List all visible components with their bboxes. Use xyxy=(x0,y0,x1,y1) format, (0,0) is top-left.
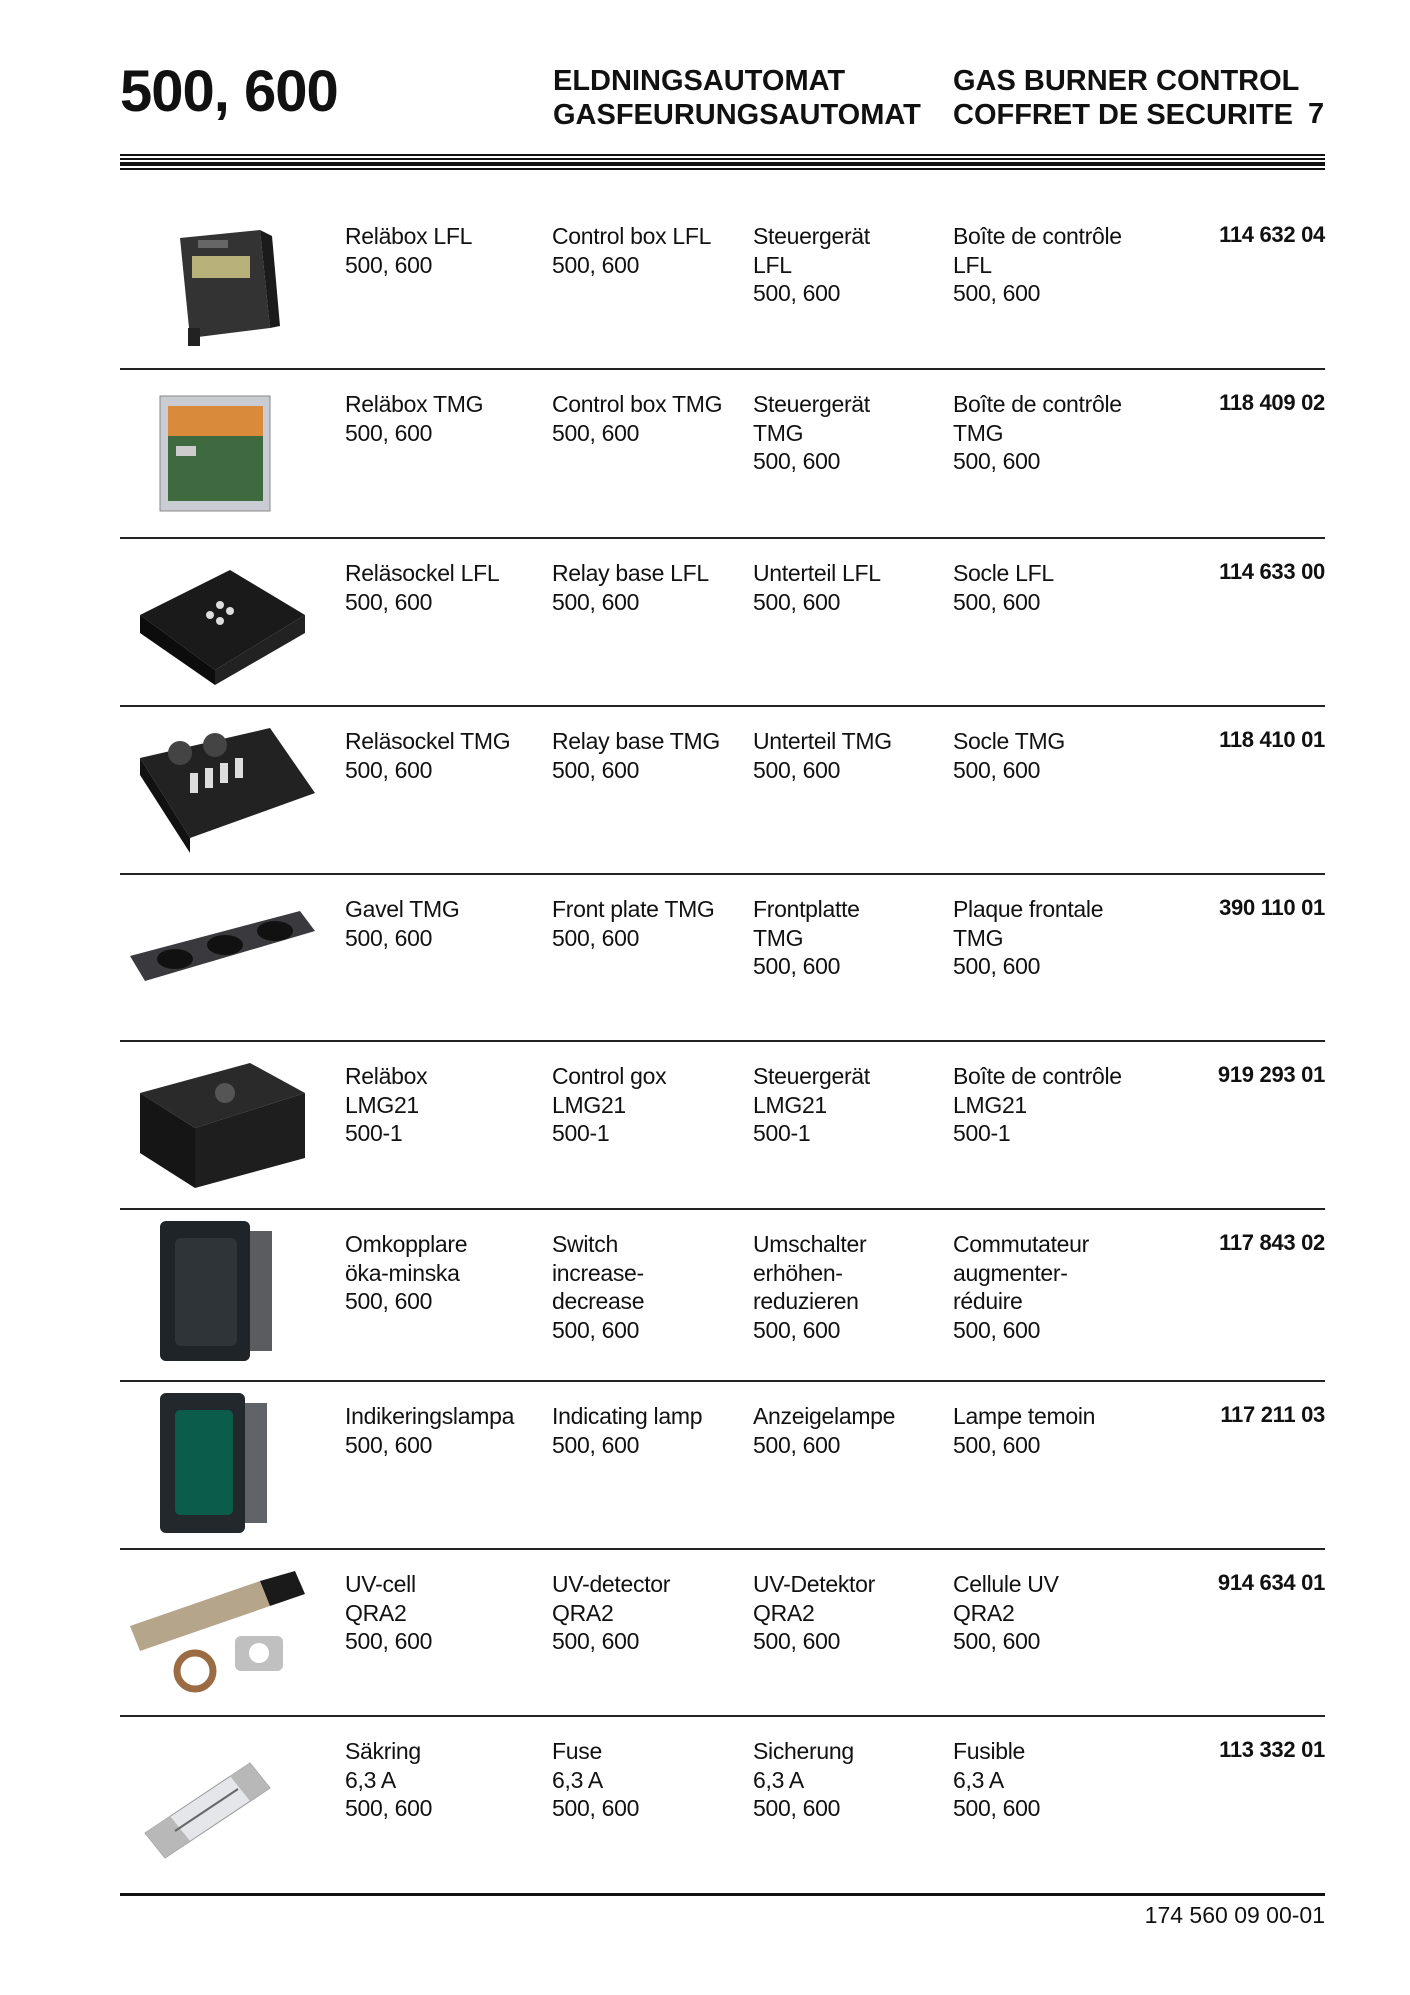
description-french: Cellule UV QRA2 500, 600 xyxy=(953,1571,1059,1654)
description-english: Front plate TMG 500, 600 xyxy=(552,896,715,951)
part-number: 113 332 01 xyxy=(1219,1737,1325,1762)
description-english: Indicating lamp 500, 600 xyxy=(552,1403,703,1458)
part-number: 114 633 00 xyxy=(1219,559,1325,584)
part-number: 117 211 03 xyxy=(1220,1402,1325,1427)
row-divider xyxy=(120,368,1325,370)
description-french: Fusible 6,3 A 500, 600 xyxy=(953,1738,1041,1821)
description-english: Relay base TMG 500, 600 xyxy=(552,728,720,783)
part-row xyxy=(120,1548,1325,1716)
description-english: Control gox LMG21 500-1 xyxy=(552,1063,667,1146)
description-swedish: Omkopplare öka-minska 500, 600 xyxy=(345,1231,468,1314)
part-number: 114 632 04 xyxy=(1219,222,1325,247)
description-swedish: Indikeringslampa 500, 600 xyxy=(345,1403,515,1458)
title-english: GAS BURNER CONTROL xyxy=(953,65,1300,97)
description-german: Umschalter erhöhen- reduzieren 500, 600 xyxy=(753,1231,867,1343)
part-number: 390 110 01 xyxy=(1219,895,1325,920)
part-row xyxy=(120,1715,1325,1883)
control-box-lmg-icon xyxy=(120,1048,320,1198)
description-english: UV-detector QRA2 500, 600 xyxy=(552,1571,671,1654)
description-swedish: Gavel TMG 500, 600 xyxy=(345,896,460,951)
part-row xyxy=(120,873,1325,1041)
description-swedish: Reläsockel LFL 500, 600 xyxy=(345,560,500,615)
part-row xyxy=(120,200,1325,368)
row-divider xyxy=(120,1548,1325,1550)
description-french: Boîte de contrôle LMG21 500-1 xyxy=(953,1063,1122,1146)
header-title-right xyxy=(953,64,1299,132)
header-rules xyxy=(120,154,1325,170)
part-row xyxy=(120,1040,1325,1208)
part-number: 914 634 01 xyxy=(1217,1570,1325,1595)
description-swedish: Reläbox LMG21 500-1 xyxy=(345,1063,428,1146)
description-french: Lampe temoin 500, 600 xyxy=(953,1403,1096,1458)
front-plate-icon xyxy=(120,881,320,1031)
description-swedish: Reläbox TMG 500, 600 xyxy=(345,391,484,446)
description-german: UV-Detektor QRA2 500, 600 xyxy=(753,1571,875,1654)
description-german: Anzeigelampe 500, 600 xyxy=(753,1403,896,1458)
page-number: 7 xyxy=(1308,98,1325,130)
part-row xyxy=(120,705,1325,873)
row-divider xyxy=(120,873,1325,875)
row-divider xyxy=(120,1040,1325,1042)
page-header xyxy=(0,0,1410,180)
part-number: 118 409 02 xyxy=(1219,390,1325,415)
description-german: Steuergerät TMG 500, 600 xyxy=(753,391,870,474)
description-swedish: Säkring 6,3 A 500, 600 xyxy=(345,1738,433,1821)
part-number: 118 410 01 xyxy=(1219,727,1325,752)
uv-cell-icon xyxy=(120,1556,320,1706)
description-english: Switch increase- decrease 500, 600 xyxy=(552,1231,645,1343)
indicator-lamp-icon xyxy=(120,1388,320,1538)
description-french: Plaque frontale TMG 500, 600 xyxy=(953,896,1104,979)
part-row xyxy=(120,1380,1325,1548)
description-swedish: UV-cell QRA2 500, 600 xyxy=(345,1571,433,1654)
description-german: Frontplatte TMG 500, 600 xyxy=(753,896,860,979)
description-french: Socle TMG 500, 600 xyxy=(953,728,1065,783)
description-french: Boîte de contrôle TMG 500, 600 xyxy=(953,391,1122,474)
description-swedish: Reläsockel TMG 500, 600 xyxy=(345,728,511,783)
row-divider xyxy=(120,1715,1325,1717)
model-number: 500, 600 xyxy=(120,59,338,124)
relay-base-icon xyxy=(120,545,320,695)
control-box-tmg-icon xyxy=(120,376,320,526)
title-german: GASFEURUNGSAUTOMAT xyxy=(553,99,921,131)
description-french: Commutateur augmenter- réduire 500, 600 xyxy=(953,1231,1090,1343)
rocker-switch-icon xyxy=(120,1216,320,1366)
description-german: Unterteil LFL 500, 600 xyxy=(753,560,881,615)
description-english: Relay base LFL 500, 600 xyxy=(552,560,709,615)
part-row xyxy=(120,1208,1325,1376)
row-divider xyxy=(120,1380,1325,1382)
relay-base-tmg-icon xyxy=(120,713,320,863)
part-number: 117 843 02 xyxy=(1219,1230,1325,1255)
title-french: COFFRET DE SECURITE xyxy=(953,99,1293,131)
description-german: Sicherung 6,3 A 500, 600 xyxy=(753,1738,854,1821)
description-german: Steuergerät LFL 500, 600 xyxy=(753,223,870,306)
part-row xyxy=(120,537,1325,705)
row-divider xyxy=(120,1208,1325,1210)
header-title-left xyxy=(553,64,921,132)
document-number: 174 560 09 00-01 xyxy=(1144,1902,1325,1928)
description-english: Control box TMG 500, 600 xyxy=(552,391,723,446)
part-row xyxy=(120,368,1325,536)
description-french: Boîte de contrôle LFL 500, 600 xyxy=(953,223,1122,306)
title-swedish: ELDNINGSAUTOMAT xyxy=(553,65,846,97)
fuse-icon xyxy=(120,1723,320,1873)
description-english: Control box LFL 500, 600 xyxy=(552,223,712,278)
row-divider xyxy=(120,705,1325,707)
description-english: Fuse 6,3 A 500, 600 xyxy=(552,1738,640,1821)
control-box-icon xyxy=(120,208,320,358)
description-french: Socle LFL 500, 600 xyxy=(953,560,1054,615)
part-number: 919 293 01 xyxy=(1217,1062,1325,1087)
description-german: Unterteil TMG 500, 600 xyxy=(753,728,892,783)
row-divider xyxy=(120,537,1325,539)
description-swedish: Reläbox LFL 500, 600 xyxy=(345,223,473,278)
footer-rule xyxy=(120,1893,1325,1896)
description-german: Steuergerät LMG21 500-1 xyxy=(753,1063,870,1146)
